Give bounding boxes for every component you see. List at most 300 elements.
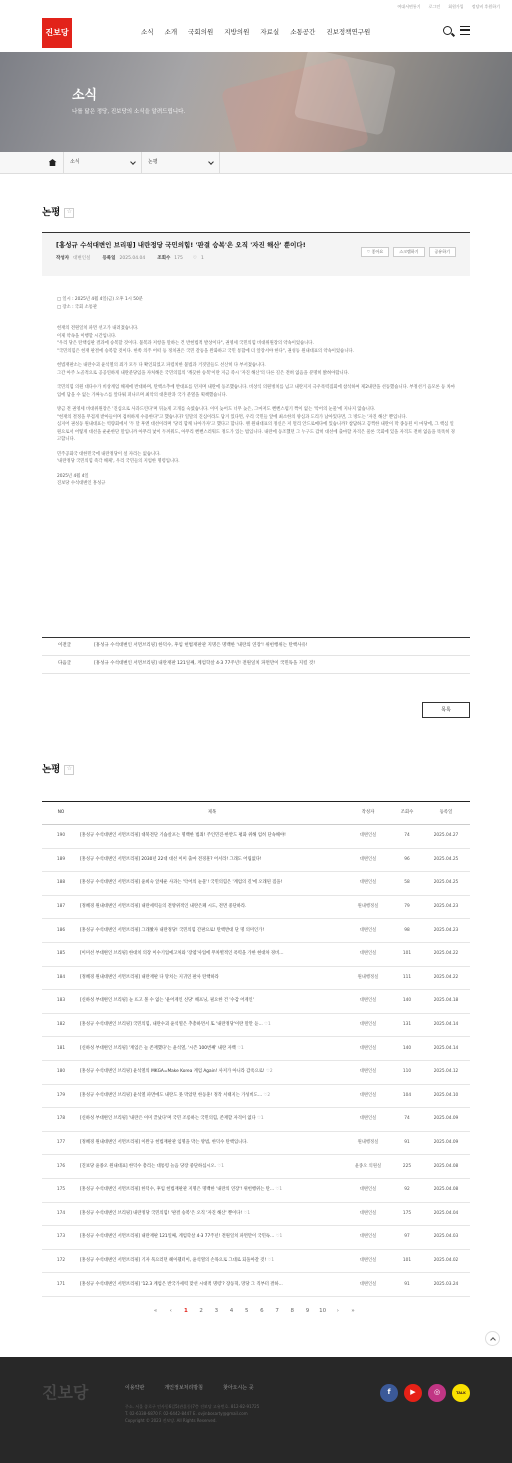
row-author-text: 대변인실 [359,1210,377,1216]
prev-next-nav [42,637,470,674]
row-likes: 2 [267,1092,271,1098]
page-link[interactable]: 10 [319,1308,327,1314]
table-row[interactable] [42,966,470,990]
heart-icon: ♡ [255,1116,261,1122]
row-no [42,872,80,896]
scrap-button[interactable]: 스크랩하기 [393,247,424,257]
page-link[interactable]: 3 [214,1308,219,1314]
heart-icon: ♡ [266,1257,272,1263]
row-no [42,942,80,966]
article-paragraph: 헌재의 전원일치 파면 선고가 내려졌습니다. 이제 약속을 이행할 시간입니다. "우리 당은 탄핵심판 결과에 승복할 것이다. 불복과 저항을 말하는 건 반헌법적 발상이다", 권영세 국민의힘 비대위원장의 약속이었습니다. "국민의힘은 헌재 판결에 승복할 것이다. 한쪽 의주 어떠 등 정치권은 국민 갈등을 완화하고 국민 통합에 더 앞장서야 한다", 권성동 원내대표의 약속이었습니다. [57,326,354,354]
page-link[interactable]: 6 [260,1308,264,1314]
nav-item-news[interactable]: 소식 [141,28,154,37]
row-views [392,1131,422,1155]
row-author [344,1013,392,1037]
row-no-text: 190 [56,833,66,839]
views-label: 조회수 [157,256,171,261]
row-date [422,1226,470,1250]
row-views [392,1226,422,1250]
row-no [42,1084,80,1108]
next-label: 다음글 [58,661,72,667]
row-views-text: 131 [402,1022,412,1028]
hamburger-menu-icon[interactable] [460,26,470,35]
row-date [422,848,470,872]
row-author-text: 대변인실 [359,856,377,862]
row-no [42,1013,80,1037]
row-no [42,848,80,872]
next-post-row[interactable] [42,656,470,674]
row-views-text: 96 [404,856,410,862]
row-views-text: 92 [404,1187,410,1193]
row-no [42,1060,80,1084]
row-date-text: 2025.04.18 [433,998,459,1004]
row-author-text: 대변인실 [359,951,377,957]
table-row[interactable] [42,1013,470,1037]
table-row[interactable] [42,1178,470,1202]
row-author [344,966,392,990]
row-title-text: [신하성 부대변인 브리핑] '내란은 이미 끝났다'며 국민 조롱하는 국민의힘, 존재할 자격이 없다 [80,1116,256,1122]
board-body [42,825,470,1297]
row-no [42,1249,80,1273]
row-title[interactable] [80,966,344,990]
row-no-text: 177 [56,1140,66,1145]
article-paragraph: 민주공화국 대한민국에 내란정당이 설 자리는 없습니다. '내란정당 국민의힘 즉각 해체', 우리 국민들의 지엄한 명령입니다. [57,451,180,464]
footer-copyright: Copyright © 2023 진보당. All Rights Reserved. [125,1418,217,1423]
row-views [392,1013,422,1037]
instagram-icon[interactable]: ◎ [428,1384,446,1402]
row-author-text: 대변인실 [359,1116,377,1122]
article-title: [홍성규 수석대변인 브리핑] 내란정당 국민의힘! '판결 승복'은 오직 '자진 해산' 뿐이다! [56,241,306,249]
table-row[interactable] [42,1108,470,1132]
page-link[interactable]: » [351,1308,355,1314]
row-views [392,895,422,919]
col-header-no: NO [42,802,80,825]
row-views-text: 104 [402,1092,412,1098]
row-title[interactable] [80,919,344,943]
row-author-text: 원내행정실 [357,904,379,910]
nav-item-local[interactable]: 지방의원 [224,28,250,37]
row-date-text: 2025.04.09 [433,1140,459,1145]
section-title [42,206,74,219]
page-link[interactable]: 4 [229,1308,234,1314]
page-link[interactable]: 9 [305,1308,310,1314]
logo[interactable]: 진보당 [42,18,72,48]
col-header-date: 등록일 [422,802,470,825]
row-views [392,1084,422,1108]
row-title-text: [홍성규 수석대변인 서면브리핑] '12.3 계엄은 반국가세력 맞선 시대적 명령'? 장동혁, 망당 그 직부터 결하… [80,1281,283,1287]
row-date [422,1108,470,1132]
row-date [422,1131,470,1155]
breadcrumb-level1-label: 소식 [70,159,80,165]
row-date-text: 2025.04.23 [433,904,459,910]
breadcrumb [0,152,512,174]
bookmark-star-icon[interactable]: ☆ [64,208,74,218]
row-views-text: 101 [402,951,412,957]
row-date [422,1178,470,1202]
article-signature: 2025년 4월 4일 진보당 수석대변인 홍성규 [57,473,106,486]
row-likes: 1 [279,1234,283,1240]
row-author-text: 대변인실 [359,1187,377,1193]
row-no-text: 182 [56,1022,66,1028]
table-row[interactable] [42,1273,470,1297]
section-title-text: 논평 [42,207,61,218]
table-row[interactable] [42,1131,470,1155]
row-views-text: 175 [402,1210,412,1216]
home-icon [49,159,57,166]
row-no [42,1226,80,1250]
table-row[interactable] [42,848,470,872]
page-link[interactable]: 8 [290,1308,295,1314]
prev-label: 이전글 [58,643,72,649]
row-no [42,1037,80,1061]
board-table [42,801,470,1297]
row-date-text: 2025.04.23 [433,927,459,933]
heart-icon: ♡ [262,1092,268,1098]
row-author-text: 대변인실 [359,880,377,886]
row-title[interactable] [80,1202,344,1226]
row-date-text: 2025.04.02 [433,1257,459,1263]
row-no [42,1108,80,1132]
nav-item-community[interactable]: 소통공간 [290,28,316,37]
row-likes: 1 [271,1257,275,1263]
row-title-text: [홍성규 수석대변인 서면브리핑] 한덕수, 후임 헌법재판관 지명은 명백한 '내란의 연장'! 위헌행위는 탄… [80,1187,275,1193]
table-row[interactable] [42,1084,470,1108]
top-utility-bar [0,0,512,14]
row-views [392,990,422,1014]
pagination [148,1308,361,1316]
row-date [422,966,470,990]
footer [0,1357,512,1463]
row-title[interactable] [80,1060,344,1084]
row-author [344,990,392,1014]
row-author [344,1178,392,1202]
row-author [344,942,392,966]
row-views [392,1155,422,1179]
row-date-text: 2025.04.09 [433,1116,459,1122]
row-title-text: [홍성규 수석대변인 브리핑] 국민의힘, 내란수괴 윤석열은 추총하면서 또 '내란정당'이란 말만 듣… [80,1022,263,1028]
row-no [42,825,80,849]
row-views [392,919,422,943]
row-title-text: [이미선 부대변인 브리핑] 한대치 의장 이수기업예고처와 '장엽'사업에 무차별적인 폭력을 가한 현대차 경비… [80,951,284,957]
table-row[interactable] [42,1202,470,1226]
scroll-top-button[interactable] [485,1331,500,1346]
home-button[interactable] [42,152,64,174]
author-value: 대변인실 [73,256,91,261]
article-paragraph: □ 일시 : 2025년 4월 4일(금) 오후 1시 50분 [57,297,143,302]
page-link[interactable]: ‹ [169,1308,172,1314]
footer-logo: 진보당 [42,1383,89,1402]
table-row[interactable] [42,942,470,966]
row-title[interactable] [80,942,344,966]
row-title[interactable] [80,848,344,872]
article-actions [361,247,456,257]
board-header-row [42,802,470,825]
row-author-text: 대변인실 [359,1257,377,1263]
row-title-text: [홍성규 수석대변인 서면브리핑] 기자 묵으러던 헤이웰터이, 윤석열의 손목으로 그대로 되돌아갈 것! [80,1257,267,1263]
table-row[interactable] [42,1226,470,1250]
row-no-text: 173 [56,1234,66,1240]
row-author [344,919,392,943]
nav-item-lawmakers[interactable]: 국회의원 [188,28,214,37]
footer-link-location[interactable]: 찾아오시는 곳 [222,1385,254,1391]
breadcrumb-select-level2[interactable] [142,152,220,174]
row-author-text: 대변인실 [359,1022,377,1028]
row-no [42,1273,80,1297]
row-title[interactable] [80,895,344,919]
row-author-text: 대변인실 [359,1092,377,1098]
row-views [392,1249,422,1273]
row-author [344,1155,392,1179]
footer-info [125,1403,259,1424]
row-date [422,942,470,966]
page-link[interactable]: « [153,1308,158,1314]
table-row[interactable] [42,872,470,896]
row-views [392,1060,422,1084]
next-title[interactable]: [홍성규 수석대변인 서면브리핑] 내란재판 121일째, 계엄학살 4·3 77주년! 전원일치 파면만이 국민독을 지킬 것! [94,661,316,667]
row-title[interactable] [80,1108,344,1132]
row-title[interactable] [80,1131,344,1155]
article-paragraph: 헌법재판소는 내란수괴 윤석열의 죄가 모두 다 확인되었고 파렴치한 불법과 거짓말들도 선산히 다 부서졌습니다. 그간 아주 노골적으로 공공연하게 내란분당임을 자처해온 국민의힘의 '깨끗한 승복'이란 지금 즉시 '자진 해산'의 다른 길은 전혀 없음을 분명히 밝혀야합니다. [57,363,350,376]
row-date [422,990,470,1014]
row-views-text: 91 [404,1140,410,1145]
board-title-text: 논평 [42,764,61,775]
table-row[interactable] [42,895,470,919]
row-author-text: 대변인실 [359,1069,377,1075]
heart-icon: ♡ [192,256,197,261]
row-title[interactable] [80,1249,344,1273]
row-views-text: 140 [402,1045,412,1051]
row-date-text: 2025.03.24 [433,1281,459,1287]
row-views-text: 101 [402,1257,412,1263]
col-header-title: 제목 [80,802,344,825]
row-date [422,1273,470,1297]
board-title [42,763,74,776]
prev-post-row[interactable] [42,638,470,656]
row-title-text: [홍성규 수석대변인 브리핑] 내란정당 국민의힘! '판결 승복'은 오직 '자진 해산' 뿐이다! [80,1210,243,1216]
row-author [344,895,392,919]
row-views [392,848,422,872]
row-date [422,895,470,919]
row-views-text: 140 [402,998,412,1004]
heart-icon: ♡ [235,1045,242,1051]
row-author-text: 원내행정실 [357,974,379,980]
row-author [344,1060,392,1084]
row-author [344,1202,392,1226]
row-title-text: [진보당 윤종오 원내대표] 한덕수 총리는 대통령 놀음 당장 중단하십시오. [80,1163,217,1169]
row-views [392,942,422,966]
footer-address: 주소. 서울 종로구 인사동6길5(관훈동)7층 진보당 고유번호. 812-82-91725 [125,1404,260,1409]
list-button[interactable]: 목록 [422,702,470,718]
footer-link-privacy[interactable]: 개인정보처리방침 [164,1385,203,1391]
footer-link-terms[interactable]: 이용약관 [125,1385,145,1391]
row-author-text: 대변인실 [359,1281,377,1287]
row-title[interactable] [80,872,344,896]
row-no [42,919,80,943]
row-author [344,1108,392,1132]
top-link-donate[interactable]: 정당비 후원하기 [471,4,500,10]
row-date-text: 2025.04.08 [433,1187,459,1193]
row-likes: 1 [241,1045,244,1051]
row-likes: 1 [279,1187,283,1193]
top-link-login[interactable]: 로그인 [428,4,441,10]
row-title[interactable] [80,825,344,849]
row-no-text: 181 [56,1045,66,1051]
row-date-text: 2025.04.25 [433,880,459,886]
row-author [344,848,392,872]
table-row[interactable] [42,825,470,849]
row-title-text: [홍성규 수석대변인 브리핑] 윤석열의 MKGA=Make Korea 계엄 Again! 사저가 아니라 감옥으로! [80,1069,265,1075]
row-date-text: 2025.04.10 [433,1092,459,1098]
page-link[interactable]: 1 [184,1308,188,1314]
page-link[interactable]: 5 [244,1308,249,1314]
nav-item-archive[interactable]: 자료실 [260,28,280,37]
row-likes: 2 [269,1069,273,1075]
row-date-text: 2025.04.27 [433,833,459,839]
row-author-text: 대변인실 [359,998,377,1004]
breadcrumb-select-level1[interactable] [64,152,142,174]
row-title-text: [홍성규 수석대변인 브리핑] 윤석열 파면에도 내란도 못 막았던 한동훈! 정작 서태지는 가성비도… [80,1092,263,1098]
row-no [42,1202,80,1226]
row-likes: 1 [247,1210,251,1216]
row-author [344,1273,392,1297]
page-link[interactable]: 7 [275,1308,279,1314]
row-date-text: 2025.04.08 [433,1163,459,1169]
article-body [57,296,457,495]
chevron-up-icon [490,1337,496,1343]
row-title-text: [정혜경 원내대변인 서면브리핑] 이완규 헌법재판관 임명을 막는 방법, 한덕수 탄핵입니다. [80,1140,248,1145]
prev-title[interactable]: [홍성규 수석대변인 서면브리핑] 한덕수, 후임 헌법재판관 지명은 명백한 '내란의 연장'! 위헌행위는 탄핵사유! [94,643,308,649]
heart-icon: ♡ [274,1234,280,1240]
row-date-text: 2025.04.14 [433,1045,459,1051]
row-date [422,1013,470,1037]
row-title[interactable] [80,1226,344,1250]
search-icon[interactable] [443,26,452,35]
row-views [392,872,422,896]
footer-contact: T. 02-6338-6870 F. 02-6442-8447 E. ovjinbosarty@gmail.com [125,1411,248,1416]
row-no [42,895,80,919]
row-no [42,966,80,990]
like-button[interactable]: ♡ 좋아요 [361,247,389,257]
author-label: 작성자 [56,256,70,261]
bookmark-star-icon[interactable]: ☆ [64,765,74,775]
row-no-text: 176 [56,1163,66,1169]
row-views [392,1037,422,1061]
row-no [42,990,80,1014]
row-no-text: 172 [56,1257,66,1263]
article-meta [56,256,204,262]
row-date [422,1249,470,1273]
share-button[interactable]: 공유하기 [429,247,456,257]
row-title-text: [정혜경 원내대변인 서면브리핑] 내란재판 다 망치는 지귀연 판사 탄핵하라 [80,974,219,980]
row-views-text: 74 [404,1116,410,1122]
row-views-text: 91 [404,1281,410,1287]
hero-banner [0,52,512,152]
hero-subtitle: 나를 닮은 정당, 진보당의 소식을 알려드립니다. [72,109,186,115]
row-views [392,966,422,990]
row-no [42,1178,80,1202]
row-author-text: 대변인실 [359,833,377,839]
table-row[interactable] [42,919,470,943]
row-date [422,1060,470,1084]
nav-icons [443,26,470,35]
page-link[interactable]: 2 [199,1308,203,1314]
row-title[interactable] [80,1084,344,1108]
row-no-text: 171 [56,1281,66,1287]
top-link-join[interactable]: 회원가입 [448,4,464,10]
facebook-icon[interactable]: f [380,1384,398,1402]
row-title[interactable] [80,1013,344,1037]
row-author-text: 원내행정실 [357,1140,379,1145]
heart-icon: ♡ [274,1187,280,1193]
article-header [42,232,470,276]
row-no-text: 180 [56,1069,66,1075]
row-views [392,1273,422,1297]
kakaotalk-icon[interactable]: TALK [452,1384,470,1402]
row-title[interactable] [80,1037,344,1061]
row-title[interactable] [80,990,344,1014]
page-link[interactable]: › [336,1308,339,1314]
row-no [42,1155,80,1179]
row-no-text: 183 [56,998,66,1004]
nav-item-institute[interactable]: 진보정책연구원 [326,28,371,37]
row-author-text: 대변인실 [359,927,377,933]
row-no-text: 185 [56,951,66,957]
row-views [392,825,422,849]
row-no-text: 178 [56,1116,66,1122]
row-views [392,1178,422,1202]
row-title[interactable] [80,1178,344,1202]
row-likes: 1 [221,1163,224,1169]
heart-icon: ♡ [264,1069,270,1075]
table-row[interactable] [42,990,470,1014]
table-row[interactable] [42,1249,470,1273]
social-links [380,1384,470,1402]
article-paragraph: 방금 전 권영세 비대위원장은 '진심으로 사과드린다'며 뒤늦게 고개를 숙였습니다. 이미 늦어도 너무 늦은, 그마저도 뻔뻔스럽기 짝이 없는 '악어의 눈물'에 지나지 않습니다. "헌재의 결정을 무겁게 받아들이며 겸허하게 수용한다"고 했습니다? 일말의 진심이라도 담겨 있다면, 우리 국민들 앞에 최소한의 양심과 도리가 남아있다면, 그 방도는 '자진 해산' 뿐입니다. 심지어 권성동 원내대표는 역량회에서 '두 달 후엔 대선이라며 '당리 함께 나아가자'고 했다고 합니다. 왠 원내대표의 정신은 저 멀리 안드로메다에 있습니까? 참담하고 끔찍한 내란이 막 종동된 이 마당에, 그 핵심 일원으로서 어떻게 대선을 운운한단 말입니까 아무리 낯이 두꺼워도, 아무리 뻔뻔스러워도 정도가 있는 법입니다. 내란에 동조했던 그 누구도 감히 대선에 출마할 자격은 물론 국회에 있을 자격도 전혀 없음을 똑똑히 경고합니다. [57,407,455,442]
row-author [344,872,392,896]
row-date [422,919,470,943]
article-paragraph: □ 장소 : 국회 소통관 [57,304,98,310]
row-title-text: [홍성규 수석대변인 서면브리핑] 내란재판 121일째, 계엄학살 4·3 77주년! 전원일치 파면만이 국민독… [80,1234,275,1240]
row-likes: 1 [267,1022,271,1028]
row-no-text: 184 [56,974,66,980]
table-row[interactable] [42,1060,470,1084]
row-title[interactable] [80,1155,344,1179]
nav-item-about[interactable]: 소개 [164,28,178,37]
row-views-text: 225 [402,1163,412,1169]
row-date-text: 2025.04.25 [433,856,459,862]
chevron-down-icon [130,159,136,165]
youtube-icon[interactable]: ▶ [404,1384,422,1402]
row-date [422,1084,470,1108]
row-views [392,1202,422,1226]
row-title[interactable] [80,1273,344,1297]
row-no-text: 187 [56,904,66,910]
row-date-text: 2025.04.04 [433,1210,459,1216]
row-likes: 1 [260,1116,264,1122]
row-no-text: 188 [56,880,66,886]
row-no-text: 186 [56,927,66,933]
footer-links [125,1385,254,1392]
top-link-1[interactable]: 여대서면통기 [397,4,421,10]
row-date-text: 2025.04.22 [433,974,459,980]
table-row[interactable] [42,1155,470,1179]
chevron-down-icon [208,159,214,165]
row-author [344,1084,392,1108]
row-date-text: 2025.04.03 [433,1234,459,1240]
row-author-text: 대변인실 [359,1234,377,1240]
breadcrumb-level2-label: 논평 [148,159,158,165]
table-row[interactable] [42,1037,470,1061]
